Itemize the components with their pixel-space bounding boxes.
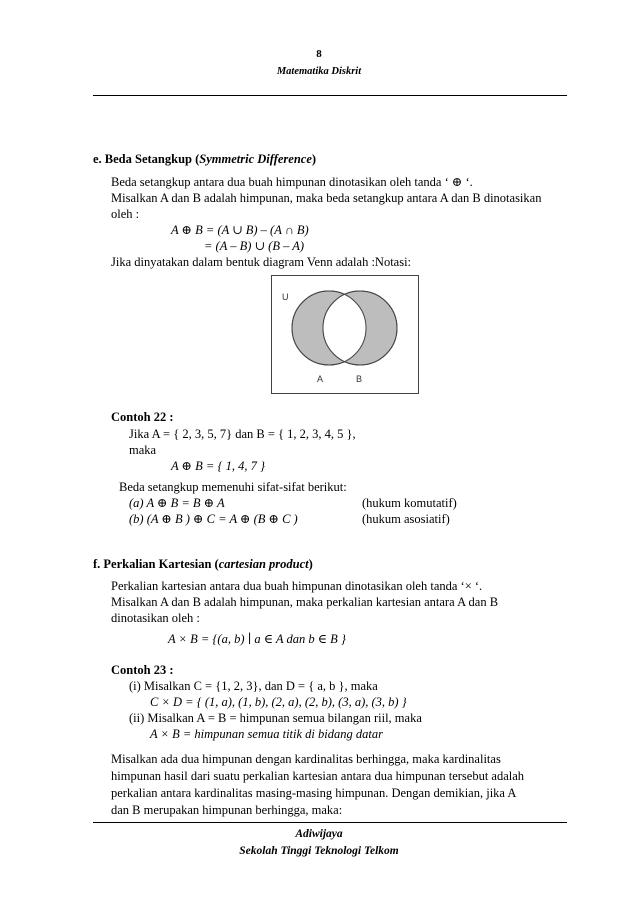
section-f-formula: A × B = {(a, b) ∣ a ∈ A dan b ∈ B }: [168, 632, 346, 646]
section-e-heading: e. Beda Setangkup (Symmetric Difference): [93, 152, 317, 166]
paragraph-line4: dan B merupakan himpunan berhingga, maka:: [111, 803, 343, 817]
section-e-line4: Jika dinyatakan dalam bentuk diagram Venn adalah :Notasi:: [111, 255, 412, 269]
paragraph-line3: perkalian antara kardinalitas masing-masing himpunan. Dengan demikian, jika A: [111, 786, 517, 800]
contoh22-prop-a-note: (hukum komutatif): [362, 496, 457, 510]
paragraph-line1: Misalkan ada dua himpunan dengan kardinalitas berhingga, maka kardinalitas: [111, 752, 501, 766]
contoh22-prop-b: (b) (A ⊕ B ) ⊕ C = A ⊕ (B ⊕ C ): [129, 512, 298, 526]
section-f-line3: dinotasikan oleh :: [111, 611, 200, 625]
contoh22-line4: Beda setangkup memenuhi sifat-sifat berikut:: [119, 480, 347, 494]
venn-svg: [272, 276, 418, 393]
footer-institution: Sekolah Tinggi Teknologi Telkom: [239, 845, 399, 857]
section-e-formula1: A ⊕ B = (A ∪ B) – (A ∩ B): [171, 223, 309, 237]
contoh22-line3: A ⊕ B = { 1, 4, 7 }: [171, 459, 265, 473]
header-title: Matematika Diskrit: [276, 66, 362, 77]
section-f-heading: f. Perkalian Kartesian (cartesian product): [93, 557, 313, 571]
contoh22-line2: maka: [129, 443, 157, 457]
section-e-formula2: = (A – B) ∪ (B – A): [204, 239, 305, 253]
contoh23-line3: (ii) Misalkan A = B = himpunan semua bilangan riil, maka: [129, 711, 422, 725]
venn-label-u: U: [282, 292, 289, 302]
section-f-line2: Misalkan A dan B adalah himpunan, maka perkalian kartesian antara A dan B: [111, 595, 499, 609]
contoh23-line4: A × B = himpunan semua titik di bidang datar: [150, 727, 383, 741]
section-f-line1: Perkalian kartesian antara dua buah himpunan dinotasikan oleh tanda ‘× ‘.: [111, 579, 483, 593]
contoh22-prop-b-note: (hukum asosiatif): [362, 512, 450, 526]
contoh23-title: Contoh 23 :: [111, 663, 174, 677]
page-number: 8: [316, 48, 322, 60]
contoh23-line2: C × D = { (1, a), (1, b), (2, a), (2, b), (3, a), (3, b) }: [150, 695, 407, 709]
section-e-line1: Beda setangkup antara dua buah himpunan dinotasikan oleh tanda ‘ ⊕ ‘.: [111, 175, 473, 189]
section-e-line2: Misalkan A dan B adalah himpunan, maka beda setangkup antara A dan B dinotasikan: [111, 191, 542, 205]
venn-diagram: [271, 275, 419, 394]
contoh23-line1: (i) Misalkan C = {1, 2, 3}, dan D = { a, b }, maka: [129, 679, 378, 693]
paragraph-line2: himpunan hasil dari suatu perkalian kartesian antara dua himpunan tersebut adalah: [111, 769, 525, 783]
section-e-line3: oleh :: [111, 207, 140, 221]
venn-label-b: B: [356, 374, 363, 384]
footer-rule: [93, 822, 567, 823]
contoh22-title: Contoh 22 :: [111, 410, 174, 424]
header-rule: [93, 95, 567, 96]
footer-author: Adiwijaya: [295, 828, 343, 840]
contoh22-prop-a: (a) A ⊕ B = B ⊕ A: [129, 496, 225, 510]
contoh22-line1: Jika A = { 2, 3, 5, 7} dan B = { 1, 2, 3, 4, 5 },: [129, 427, 356, 441]
venn-label-a: A: [317, 374, 324, 384]
